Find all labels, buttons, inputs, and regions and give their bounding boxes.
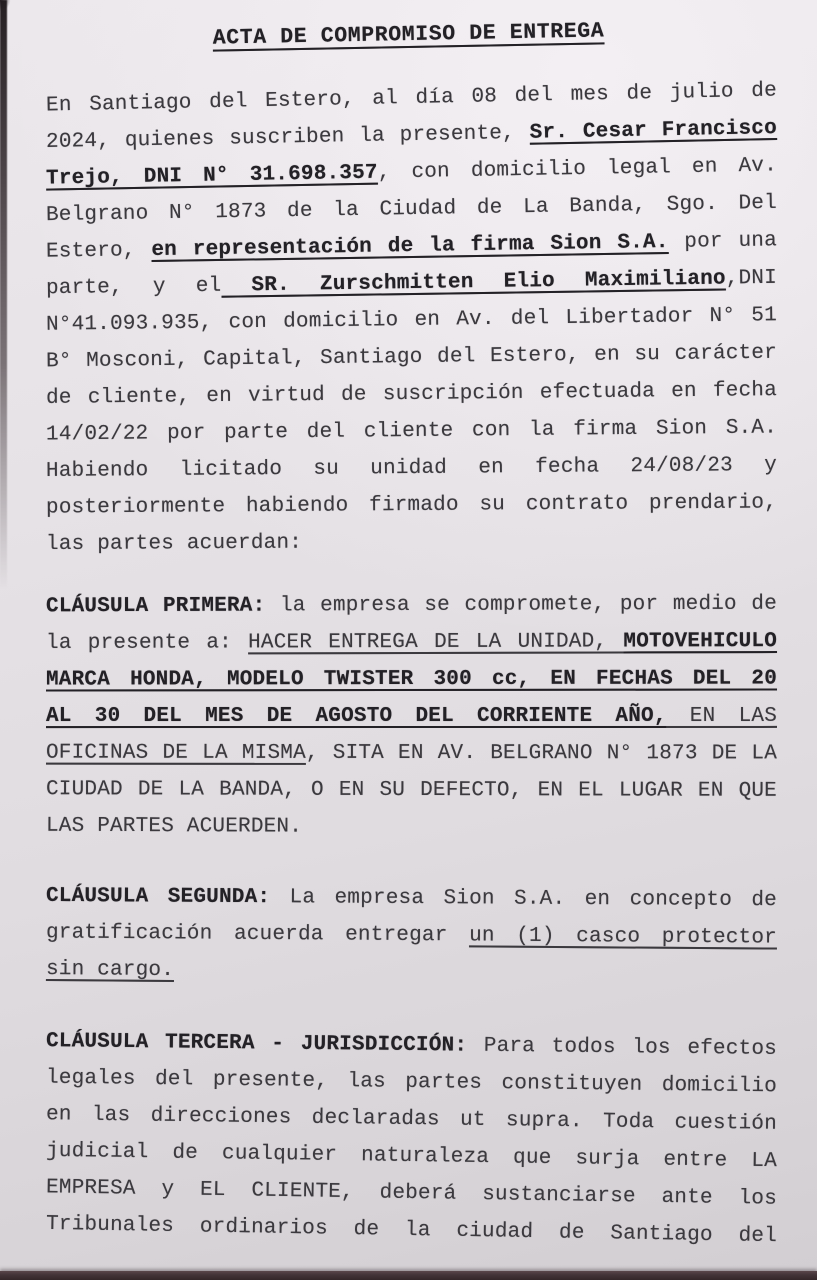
text-run: LAS PARTES ACUERDEN. bbox=[45, 814, 303, 839]
text-run: , con domicilio legal en Av. bbox=[377, 154, 778, 185]
text-run: EMPRESA y EL CLIENTE, deberá sustanciarse ante los bbox=[45, 1176, 778, 1211]
text-run: SR. Zurschmitten Elio Maximiliano bbox=[221, 267, 726, 298]
text-run: OFICINAS DE LA MISMA bbox=[45, 741, 306, 765]
text-run: EN LAS bbox=[666, 704, 778, 728]
text-run: Para todos los efectos bbox=[467, 1034, 778, 1061]
text-run: 14/02/22 por parte del cliente con la firma Sion S.A. bbox=[45, 416, 778, 447]
text-run: AL 30 DEL MES DE AGOSTO DEL CORRIENTE AÑO, bbox=[45, 704, 667, 729]
text-run: CLÁUSULA SEGUNDA: bbox=[45, 884, 271, 910]
document-header bbox=[0, 0, 817, 50]
text-run: sin cargo. bbox=[45, 958, 175, 983]
document-title-text: ACTA DE COMPROMISO DE ENTREGA bbox=[212, 19, 605, 51]
text-run: de cliente, en virtud de suscripción efectuada en fecha bbox=[45, 379, 778, 410]
text-run: parte, y el bbox=[45, 274, 222, 301]
text-run: HACER ENTREGA DE LA UNIDAD, bbox=[248, 630, 624, 655]
text-run: B° Mosconi, Capital, Santiago del Estero, en su carácter bbox=[45, 341, 778, 374]
text-line bbox=[46, 410, 777, 454]
photo-left-edge-shadow bbox=[0, 0, 7, 589]
text-run: judicial de cualquier naturaleza que surja entre LA bbox=[45, 1139, 778, 1174]
text-run: las partes acuerdan: bbox=[45, 531, 303, 557]
text-run: un (1) casco protector bbox=[469, 924, 778, 950]
text-run: , SITA EN AV. BELGRANO N° 1873 DE LA bbox=[305, 741, 778, 766]
text-line bbox=[46, 951, 777, 994]
text-run: CIUDAD DE LA BANDA, O EN SU DEFECTO, EN EL LUGAR EN QUE bbox=[45, 778, 778, 803]
text-line bbox=[46, 771, 777, 810]
text-run: N°41.093.935, con domicilio en Av. del Libertador N° 51 bbox=[45, 304, 778, 337]
text-run: Habiendo licitado su unidad en fecha 24/08/23 y bbox=[45, 454, 778, 483]
text-run: legales del presente, las partes constituyen domicilio bbox=[45, 1066, 778, 1099]
text-run: MARCA HONDA, MODELO TWISTER 300 cc, EN FECHAS DEL 20 bbox=[45, 667, 778, 692]
text-line bbox=[46, 623, 777, 662]
text-line bbox=[46, 447, 777, 490]
text-run: 2024, quienes suscriben la presente, bbox=[45, 121, 530, 155]
text-run: Estero, bbox=[45, 239, 152, 264]
text-line bbox=[46, 522, 777, 563]
text-run: en representación de la firma Sion S.A. bbox=[151, 231, 669, 263]
text-line bbox=[46, 698, 777, 735]
text-run: CLÁUSULA PRIMERA: bbox=[45, 594, 266, 619]
text-line bbox=[46, 586, 777, 626]
text-run: CLÁUSULA TERCERA - JURISDICCIÓN: bbox=[45, 1030, 468, 1058]
text-line bbox=[46, 914, 777, 956]
text-line bbox=[46, 660, 777, 698]
text-run: La empresa Sion S.A. en concepto de bbox=[270, 886, 778, 913]
text-line bbox=[46, 484, 777, 526]
text-run: la presente a: bbox=[45, 631, 249, 655]
photo-bottom-edge bbox=[0, 1271, 817, 1280]
text-run: Tribunales ordinarios de la ciudad de Santiago del bbox=[45, 1212, 778, 1249]
paragraph-clausula-tercera bbox=[46, 1027, 777, 1249]
text-run: por una bbox=[668, 229, 778, 255]
text-line bbox=[46, 808, 777, 848]
text-run: posteriormente habiendo firmado su contrato prendario, bbox=[45, 491, 778, 520]
paragraph-clausula-segunda bbox=[46, 880, 777, 991]
document-body bbox=[0, 50, 817, 1249]
text-run: ,DNI bbox=[725, 266, 778, 291]
photo-top-left-corner-shadow bbox=[0, 0, 14, 15]
text-run: la empresa se compromete, por medio de bbox=[265, 592, 778, 618]
text-run: En Santiago del Estero, al día 08 del mes de julio de bbox=[45, 79, 778, 118]
text-run: Belgrano N° 1873 de la Ciudad de La Banda, Sgo. Del bbox=[45, 191, 778, 228]
text-run: Sr. Cesar Francisco bbox=[529, 116, 778, 145]
text-run: gratificación acuerda entregar bbox=[45, 921, 470, 948]
text-run: MOTOVEHICULO bbox=[623, 630, 778, 654]
text-run: Trejo, DNI N° 31.698.357 bbox=[45, 161, 378, 191]
text-run: en las direcciones declaradas ut supra. Toda cuestión bbox=[45, 1103, 778, 1136]
paragraph-clausula-primera bbox=[46, 587, 777, 846]
text-line bbox=[46, 878, 777, 919]
paragraph-intro bbox=[46, 80, 777, 561]
text-line bbox=[46, 735, 777, 773]
